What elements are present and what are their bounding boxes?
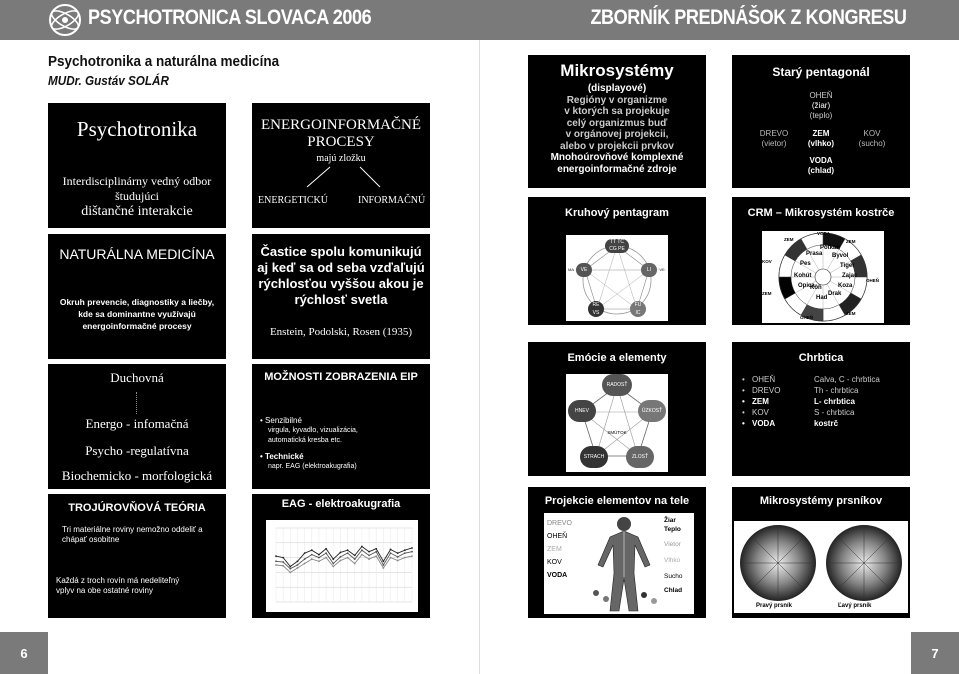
eag-point [282, 561, 284, 563]
eag-point [354, 563, 356, 565]
branch-left: ENERGETICKÚ [258, 195, 328, 206]
spine-row [742, 407, 907, 418]
pentagram-node: FU [634, 302, 642, 308]
eag-point [297, 560, 299, 562]
slide-line: rýchlosť svetla [294, 292, 388, 307]
slide-title: NATURÁLNA MEDICÍNA [59, 246, 215, 262]
dotted-connector [136, 392, 137, 414]
breast-maps-icon [734, 521, 908, 613]
eag-point [297, 567, 299, 569]
emotion-node: HNEV [568, 400, 596, 422]
eag-point [347, 549, 349, 551]
slide-energoinformacne-procesy [252, 103, 430, 228]
projection-right-label: Teplo [664, 526, 681, 533]
eag-point [375, 551, 377, 553]
slide-line: rýchlosťou vyššou akou je [258, 276, 424, 291]
bullet-icon: • [742, 375, 745, 384]
header-right-title: ZBORNÍK PREDNÁŠOK Z KONGRESU [590, 6, 907, 29]
pentagram-node: PE [618, 246, 625, 252]
element-sub: (teplo) [809, 111, 833, 120]
slide-crm-kostrc [732, 197, 910, 325]
emotion-node: ÚZKOSŤ [638, 400, 666, 422]
bullet-icon: • [742, 419, 745, 428]
crm-ring-label: KOV [762, 259, 772, 264]
pentagram-node: CG [609, 246, 617, 252]
crm-label: Tiger [840, 263, 855, 269]
eag-point [404, 552, 406, 554]
spine-row [742, 385, 907, 396]
eag-point [332, 558, 334, 560]
slide-line: Tri materiálne roviny nemožno oddeliť a [62, 525, 203, 534]
header-left-title: PSYCHOTRONICA SLOVACA 2006 [88, 6, 372, 29]
spine-value: Th - chrbtica [814, 386, 859, 395]
crm-ring-label: OHEŇ [866, 278, 880, 283]
slide-title: Mikrosystémy [560, 61, 674, 80]
page-header [0, 0, 959, 40]
slide-subtitle: (displayové) [587, 83, 647, 94]
crm-ring-label: ZEM [846, 239, 856, 244]
eag-point [325, 548, 327, 550]
emotion-node: RADOSŤ [602, 374, 632, 396]
slide-title: Kruhový pentagram [565, 207, 669, 219]
crm-label: Drak [828, 291, 842, 297]
bullet-icon: • [742, 397, 745, 406]
slide-stary-pentagonal [732, 55, 910, 188]
spine-element: OHEŇ [752, 375, 776, 384]
eag-point [325, 557, 327, 559]
eag-point [397, 556, 399, 558]
slide-eag [252, 494, 430, 618]
level-line: Psycho -regulatívna [85, 443, 189, 458]
slide-line: Častice spolu komunikujú [260, 244, 422, 259]
slide-line: energoinformačné zdroje [557, 163, 677, 175]
slide-kruhovy-pentagram [528, 197, 706, 325]
level-line: Biochemicko - morfologická [61, 468, 213, 483]
pentagram-diagram [566, 235, 668, 321]
body-projection-panel [544, 513, 694, 614]
eag-series-line [276, 555, 412, 573]
slide-line: Mnohoúrovňové komplexné [550, 152, 684, 163]
element-sub: (chlad) [807, 166, 835, 175]
slide-title: PROCESY [307, 134, 375, 150]
slide-line: aj keď sa od seba vzďaľujú [257, 260, 425, 275]
projection-right-label: Vlhko [664, 557, 681, 564]
slide-naturalna-medicina [48, 234, 226, 359]
bullet-icon: • [742, 408, 745, 417]
crm-ring-label: VODA [817, 231, 831, 236]
slide-line: chápať osobitne [62, 535, 120, 544]
eag-point [275, 560, 277, 562]
eag-chart [266, 520, 418, 612]
eag-point [311, 549, 313, 551]
eag-point [397, 552, 399, 554]
element-earth: ZEM [812, 129, 830, 138]
slide-line: Okruh prevencie, diagnostiky a liečby, [59, 297, 215, 307]
spine-value: S - chrbtica [814, 408, 855, 417]
element-fire: OHEŇ [809, 91, 833, 100]
article-author: MUDr. Gustáv SOLÁR [48, 73, 169, 88]
element-metal: KOV [863, 129, 881, 138]
crm-label: Prasa [806, 251, 823, 257]
eag-point [282, 565, 284, 567]
crm-ring-label: OHEŇ [800, 315, 814, 320]
human-figure-icon [586, 513, 662, 614]
eag-point [375, 548, 377, 550]
eag-point [390, 549, 392, 551]
page-divider [479, 40, 480, 674]
crm-label: Potkan [820, 245, 841, 251]
level-line: Duchovná [110, 370, 164, 385]
emotion-node: SMÚTOK [607, 430, 627, 435]
eag-point [375, 555, 377, 557]
spine-element: DREVO [752, 386, 781, 395]
slide-title: EAG - elektroakugrafia [281, 498, 401, 510]
emotions-diagram [566, 374, 668, 472]
level-line: Energo - infomačná [85, 416, 189, 431]
pentagram-node: MA [568, 267, 574, 272]
slide-title: TROJÚROVŇOVÁ TEÓRIA [68, 502, 206, 514]
projection-left-label: VODA [547, 572, 568, 579]
slide-mikrosystemy-prsnikov [732, 487, 910, 618]
eag-point [325, 552, 327, 554]
eag-point [340, 552, 342, 554]
element-sub: (vietor) [761, 139, 787, 148]
projection-right-label: Sucho [664, 573, 683, 580]
slide-line: Každá z troch rovín má nedeliteľný [56, 576, 180, 585]
projection-right-label: Chlad [664, 587, 683, 594]
eag-point [304, 558, 306, 560]
slide-title: Starý pentagonál [772, 65, 870, 79]
eag-point [411, 555, 413, 557]
page-number-left: 6 [0, 632, 48, 674]
emotion-node: STRACH [580, 446, 608, 468]
breast-caption-left: Ľavý prsník [838, 603, 872, 609]
slide-line: kde sa dominantne využívajú [78, 309, 196, 319]
eag-point [390, 557, 392, 559]
bullet-detail: virgula, kyvadlo, vizualizácia, [268, 427, 358, 434]
pentagram-node: RE [592, 302, 600, 308]
pentagram-node: IC [635, 310, 641, 316]
bullet-detail: napr. EAG (elektroakugrafia) [268, 463, 357, 470]
element-water: VODA [809, 156, 833, 165]
eag-point [354, 558, 356, 560]
crm-label: Koza [838, 283, 853, 289]
eag-point [332, 566, 334, 568]
crm-label: Byvol [832, 253, 849, 259]
spine-value: L- chrbtica [814, 397, 855, 406]
slide-citation: Enstein, Podolski, Rosen (1935) [269, 326, 413, 338]
projection-left-label: OHEŇ [547, 533, 568, 540]
eag-point [304, 563, 306, 565]
eag-point [318, 557, 320, 559]
crm-label: Opica [798, 283, 815, 289]
slide-title: Mikrosystémy prsníkov [759, 495, 883, 507]
element-wood: DREVO [759, 129, 789, 138]
slide-title: Chrbtica [798, 352, 844, 364]
eag-point [289, 572, 291, 574]
eag-point [289, 568, 291, 570]
projection-right-label: Žiar [664, 517, 676, 524]
eag-point [411, 547, 413, 549]
slide-trojurovnova-teoria [48, 494, 226, 618]
eag-point [411, 551, 413, 553]
element-sub: (vlhko) [807, 139, 835, 148]
slide-projekcie-elementov [528, 487, 706, 618]
projection-left-label: KOV [547, 559, 562, 566]
slide-title: CRM – Mikrosystém kostrče [747, 207, 895, 219]
crm-ring-label: ZEM [762, 291, 772, 296]
slide-emocie-elementy [528, 342, 706, 476]
branch-lines-icon [252, 163, 430, 193]
bullet-detail: automatická kresba etc. [268, 437, 342, 444]
eag-point [289, 566, 291, 568]
slide-chrbtica [732, 342, 910, 476]
pentagram-node: TC [617, 239, 624, 245]
eag-point [332, 563, 334, 565]
slide-title: MOŽNOSTI ZOBRAZENIA EIP [264, 371, 418, 383]
slide-mikrosystemy [528, 55, 706, 188]
element-sub: (žiar) [811, 101, 831, 110]
breast-caption-right: Pravý prsník [756, 603, 793, 609]
slide-title: Emócie a elementy [567, 352, 667, 364]
crm-label: Pes [800, 261, 811, 267]
slide-castice [252, 234, 430, 359]
crm-label: Zajac [842, 273, 858, 279]
crm-ring-label: ZEM [784, 237, 794, 242]
pentagram-node: LI [641, 263, 657, 277]
spine-row [742, 396, 907, 407]
pentagram-node: TT [609, 239, 617, 245]
eag-point [382, 560, 384, 562]
eag-point [318, 554, 320, 556]
bullet-label: Technické [265, 452, 304, 461]
bullet-icon: • [260, 416, 266, 425]
eag-point [361, 554, 363, 556]
spine-element: KOV [752, 408, 769, 417]
breast-maps-panel [734, 521, 908, 613]
slide-subtitle: majú zložku [316, 153, 366, 164]
eag-point [397, 560, 399, 562]
eag-point [275, 555, 277, 557]
eag-point [368, 551, 370, 553]
eag-point [382, 564, 384, 566]
slide-title: Projekcie elementov na tele [544, 495, 690, 507]
page-number-right: 7 [911, 632, 959, 674]
crm-label: Had [816, 295, 828, 301]
crm-label: Kôň [810, 285, 822, 291]
slide-urovne [48, 364, 226, 489]
eag-point [318, 560, 320, 562]
slide-line: Interdisciplinárny vedný odbor [62, 174, 212, 188]
slide-line: vplyv na obe ostatné roviny [56, 586, 153, 595]
bullet-label: Senzibilné [265, 416, 302, 425]
eag-point [404, 549, 406, 551]
pentagram-node: VE [576, 263, 592, 277]
eag-point [354, 554, 356, 556]
article-title: Psychotronika a naturálna medicína [48, 53, 280, 70]
slide-title: ENERGOINFORMAČNÉ [260, 117, 421, 133]
eag-point [390, 552, 392, 554]
eag-point [275, 564, 277, 566]
spine-element: ZEM [752, 397, 769, 406]
eag-point [311, 554, 313, 556]
spine-element: VODA [752, 419, 776, 428]
eag-point [361, 546, 363, 548]
eag-point [361, 549, 363, 551]
bullet-icon: • [260, 452, 266, 461]
slide-psychotronika [48, 103, 226, 228]
spine-value: Calva, C - chrbtica [814, 375, 880, 384]
eag-point [304, 552, 306, 554]
slide-moznosti-zobrazenia [252, 364, 430, 489]
projection-left-label: DREVO [547, 520, 572, 527]
eag-series-line [276, 547, 412, 567]
pentagram-node: VE [659, 267, 665, 272]
slide-line: energoinformačné procesy [82, 321, 192, 331]
projection-left-label: ZEM [547, 546, 562, 553]
eag-point [404, 557, 406, 559]
eag-point [368, 558, 370, 560]
eag-point [347, 557, 349, 559]
pentagram-node: VS [592, 310, 600, 316]
spine-row [742, 418, 907, 429]
eag-point [282, 557, 284, 559]
eag-point [311, 558, 313, 560]
slide-line: študujúci [115, 189, 159, 203]
emotion-node: ZLOSŤ [626, 446, 654, 468]
crm-ring-label: ZEM [846, 311, 856, 316]
eag-point [382, 567, 384, 569]
branch-right: INFORMAČNÚ [358, 195, 426, 206]
eag-point [347, 552, 349, 554]
eag-point [340, 560, 342, 562]
slide-line: v ktorých sa projekuje [564, 106, 670, 117]
congress-logo-icon [48, 3, 82, 37]
spine-row [742, 374, 907, 385]
slide-line: dištančné interakcie [81, 204, 193, 219]
eag-point [340, 556, 342, 558]
slide-title: Psychotronika [76, 117, 198, 141]
bullet-icon: • [742, 386, 745, 395]
projection-right-label: Vietor [664, 541, 681, 548]
slide-line: v orgánovej projekcii, [565, 129, 669, 140]
slide-line: Regióny v organizme [566, 94, 668, 106]
eag-point [368, 554, 370, 556]
spine-value: kostrč [814, 419, 839, 428]
crm-label: Kohút [794, 273, 812, 279]
element-sub: (sucho) [858, 139, 886, 148]
slide-line: celý organizmus buď [566, 117, 668, 129]
eag-point [297, 564, 299, 566]
slide-line: alebo v projekcii prvkov [560, 140, 674, 152]
